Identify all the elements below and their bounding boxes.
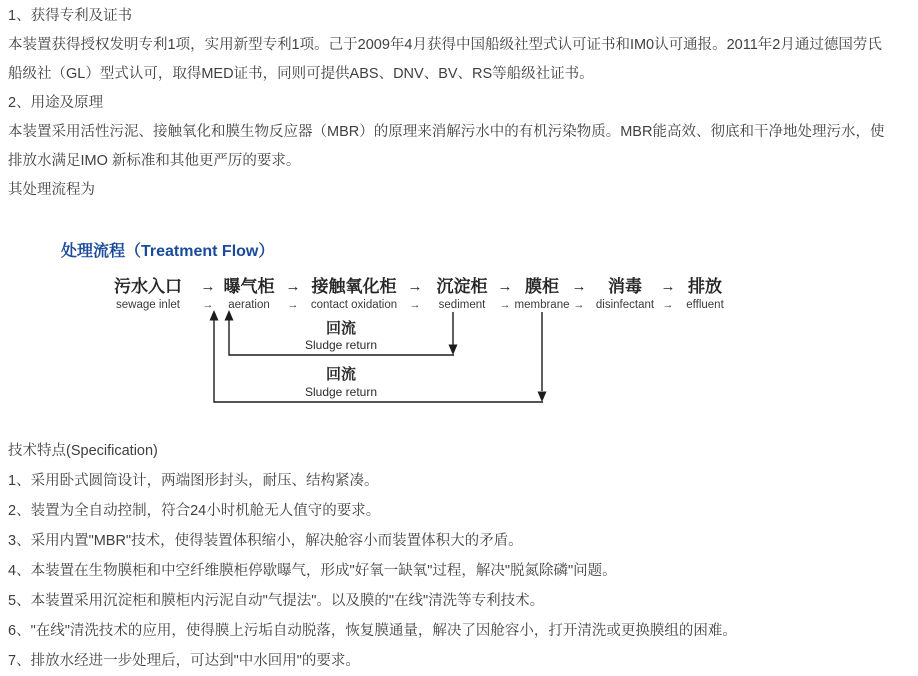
patent-section-heading: 1、获得专利及证书 — [8, 8, 133, 24]
stage-label-zh: 污水入口 — [114, 277, 182, 296]
patent-paragraph-line-2: 船级社（GL）型式认可，取得MED证书，同则可提供ABS、DNV、BV、RS等船级社证书。 — [8, 66, 594, 82]
usage-section-heading: 2、用途及原理 — [8, 95, 104, 111]
flow-intro-text: 其处理流程为 — [8, 182, 95, 198]
stage-label-zh: 沉淀柜 — [436, 277, 488, 296]
feature-item-7: 7、排放水经进一步处理后，可达到"中水回用"的要求。 — [8, 653, 360, 669]
arrow-glyph: → — [497, 278, 513, 295]
stage-label-zh: 排放 — [687, 277, 722, 296]
feature-item-6: 6、"在线"清洗技术的应用，使得膜上污垢自动脱落，恢复膜通量，解决了因舱容小，打开清洗或更换膜组的困难。 — [8, 623, 737, 639]
arrow-glyph: → — [287, 299, 299, 311]
diagram-title: 处理流程（Treatment Flow） — [61, 243, 275, 260]
stage-label-en: aeration — [228, 299, 270, 311]
feature-item-3: 3、采用内置"MBR"技术，使得装置体积缩小，解决舱容小而装置体积大的矛盾。 — [8, 533, 523, 549]
stage-label-zh: 消毒 — [608, 277, 642, 296]
sludge-return-2-label-zh: 回流 — [325, 366, 357, 383]
usage-paragraph-line-1: 本装置采用活性污泥、接触氧化和膜生物反应器（MBR）的原理来消解污水中的有机污染物质。MBR能高效、彻底和干净地处理污水，使 — [8, 124, 885, 140]
stage-label-en: contact oxidation — [310, 299, 398, 311]
treatment-flow-diagram — [8, 228, 918, 414]
sludge-return-1-label-en: Sludge return — [304, 338, 378, 352]
stage-label-en: disinfectant — [595, 299, 655, 311]
stage-label-en: sewage inlet — [116, 299, 180, 311]
stage-label-zh: 曝气柜 — [223, 277, 275, 296]
stage-label-zh: 接触氧化柜 — [311, 277, 397, 296]
arrow-glyph: → — [409, 299, 421, 311]
arrow-glyph: → — [660, 278, 676, 295]
patent-paragraph-line-1: 本装置获得授权发明专利1项，实用新型专利1项。己于2009年4月获得中国船级社型式认可证书和IM0认可通报。2011年2月通过德国劳氏 — [8, 37, 882, 53]
arrow-glyph: → — [499, 299, 511, 311]
stage-label-en: effluent — [686, 299, 724, 311]
stage-label-en: sediment — [438, 299, 486, 311]
features-section — [8, 436, 918, 676]
feature-item-5: 5、本装置采用沉淀柜和膜柜内污泥自动"气提法"。以及膜的"在线"清洗等专利技术。 — [8, 593, 545, 609]
arrow-glyph: → — [407, 278, 423, 295]
usage-paragraph-line-2: 排放水满足IMO 新标准和其他更严厉的要求。 — [8, 153, 301, 169]
stage-label-en: membrane — [514, 299, 570, 311]
stage-label-zh: 膜柜 — [525, 277, 559, 296]
sludge-return-1-label-zh: 回流 — [325, 320, 357, 337]
arrow-glyph: → — [285, 278, 301, 295]
feature-item-1: 1、采用卧式圆筒设计，两端图形封头，耐压、结构紧凑。 — [8, 473, 379, 489]
feature-item-4: 4、本装置在生物膜柜和中空纤维膜柜停歇曝气，形成"好氧一缺氧"过程，解决"脱氮除磷"问题。 — [8, 563, 617, 579]
sludge-return-lines-icon — [8, 228, 918, 414]
sludge-return-2-label-en: Sludge return — [304, 385, 378, 399]
arrow-glyph: → — [571, 278, 587, 295]
arrow-glyph: → — [202, 299, 214, 311]
features-heading: 技术特点(Specification) — [8, 443, 158, 459]
feature-item-2: 2、装置为全自动控制，符合24小时机舱无人值守的要求。 — [8, 503, 381, 519]
arrow-glyph: → — [200, 278, 216, 295]
arrow-glyph: → — [573, 299, 585, 311]
arrow-glyph: → — [662, 299, 674, 311]
